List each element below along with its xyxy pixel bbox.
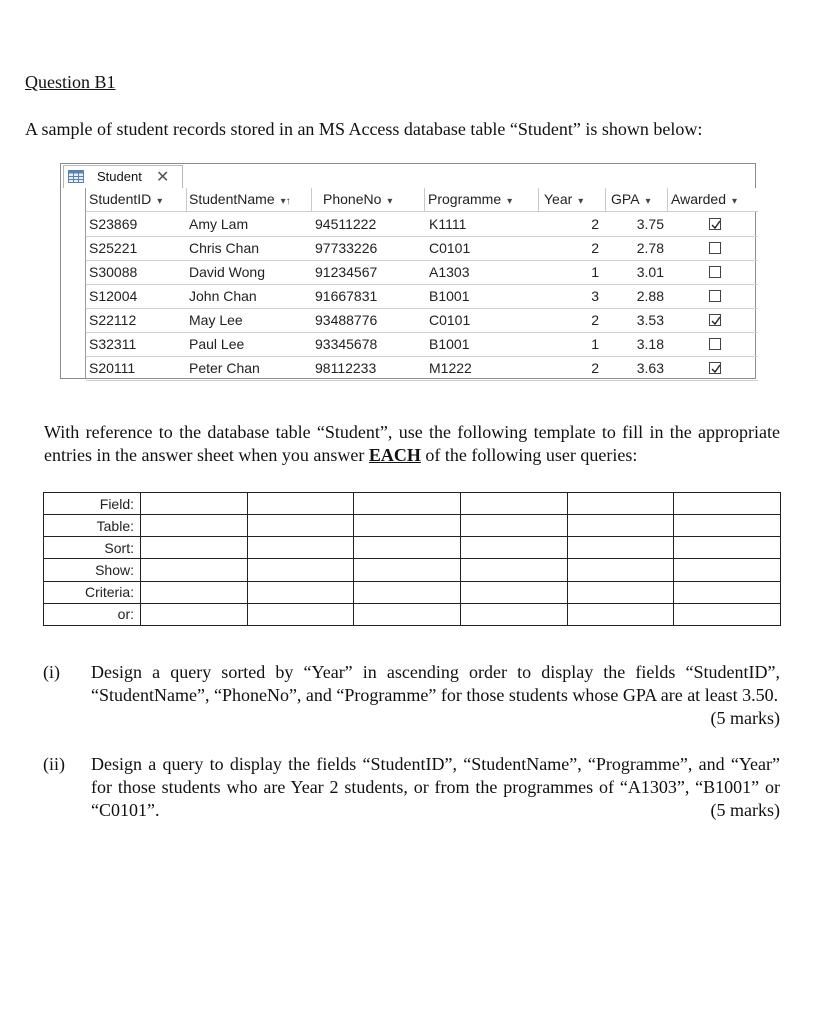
template-cell[interactable] [247,515,354,537]
question-ii [43,753,780,823]
template-row [44,515,781,537]
cell-studentid[interactable]: S12004 [89,288,138,304]
dropdown-arrow-icon[interactable]: ▾ [645,196,651,207]
dropdown-arrow-icon[interactable]: ▾ [157,196,163,207]
column-header-awarded[interactable]: Awarded ▾ [668,188,758,211]
cell-year[interactable]: 2 [591,240,599,256]
template-cell[interactable] [141,515,248,537]
template-cell[interactable] [141,537,248,559]
table-row[interactable] [86,260,758,284]
cell-phoneno[interactable]: 94511222 [315,216,377,232]
cell-phoneno[interactable]: 91234567 [315,264,378,280]
question-text: Design a query sorted by “Year” in ascending order to display the fields “StudentID”, “StudentName”, “PhoneNo”, and “Programme” for those students whose GPA are at least 3.50. [91,662,780,705]
cell-programme[interactable]: A1303 [429,264,470,280]
template-cell[interactable] [354,493,461,515]
cell-programme[interactable]: C0101 [429,312,471,328]
cell-gpa[interactable]: 2.78 [636,240,664,256]
cell-programme[interactable]: B1001 [429,336,470,352]
template-cell[interactable] [354,515,461,537]
cell-studentid[interactable]: S22112 [89,312,137,328]
template-cell[interactable] [460,559,567,581]
question-marks: (5 marks) [710,708,780,728]
cell-gpa[interactable]: 3.01 [636,264,664,280]
checkbox-unchecked[interactable] [709,290,721,302]
column-header-programme[interactable]: Programme ▾ [425,188,539,211]
column-header-studentid[interactable]: StudentID ▾ [86,188,187,211]
checkbox-checked[interactable] [709,362,721,374]
question-number: (i) [43,662,60,682]
tab-bar [61,164,757,188]
cell-gpa[interactable]: 3.53 [636,312,664,328]
cell-studentname[interactable]: May Lee [189,312,243,328]
template-cell[interactable] [567,559,674,581]
column-header-phoneno[interactable]: PhoneNo ▾ [312,188,425,211]
template-row [44,603,781,625]
template-cell[interactable] [354,603,461,625]
cell-year[interactable]: 1 [591,336,599,352]
table-row[interactable] [86,284,758,308]
cell-year[interactable]: 2 [591,312,599,328]
template-cell[interactable] [674,581,781,603]
question-marks: (5 marks) [710,800,780,820]
table-icon [68,170,84,183]
emphasis-each: EACH [368,445,421,465]
dropdown-arrow-icon[interactable]: ▾ [578,196,584,207]
template-label: or: [44,603,141,625]
checkbox-unchecked[interactable] [709,266,721,278]
tab-student[interactable] [63,165,183,188]
question-number: (ii) [43,754,65,774]
template-row [44,537,781,559]
dropdown-arrow-icon[interactable]: ▾ [732,196,738,207]
template-cell[interactable] [674,559,781,581]
template-cell[interactable] [141,493,248,515]
template-cell[interactable] [567,493,674,515]
template-cell[interactable] [674,515,781,537]
template-cell[interactable] [141,581,248,603]
template-cell[interactable] [247,537,354,559]
template-label: Criteria: [44,581,141,603]
template-cell[interactable] [354,537,461,559]
template-cell[interactable] [460,603,567,625]
cell-phoneno[interactable]: 91667831 [315,288,378,304]
table-row[interactable] [86,356,758,380]
template-cell[interactable] [247,603,354,625]
template-label: Field: [44,493,141,515]
template-label: Show: [44,559,141,581]
template-cell[interactable] [354,559,461,581]
template-cell[interactable] [247,493,354,515]
template-cell[interactable] [567,603,674,625]
template-label: Table: [44,515,141,537]
template-cell[interactable] [460,493,567,515]
column-header-year[interactable]: Year ▾ [539,188,606,211]
cell-gpa[interactable]: 2.88 [636,288,664,304]
template-cell[interactable] [567,515,674,537]
template-cell[interactable] [460,581,567,603]
cell-studentid[interactable]: S25221 [89,240,138,256]
template-cell[interactable] [567,581,674,603]
cell-gpa[interactable]: 3.18 [636,336,664,352]
table-row[interactable] [86,212,758,236]
question-i [43,661,780,731]
template-cell[interactable] [460,537,567,559]
template-cell[interactable] [674,603,781,625]
cell-programme[interactable]: M1222 [429,360,472,376]
cell-studentname[interactable]: John Chan [189,288,257,304]
cell-phoneno[interactable]: 97733226 [315,240,378,256]
template-cell[interactable] [674,493,781,515]
template-label: Sort: [44,537,141,559]
cell-phoneno[interactable]: 93488776 [315,312,378,328]
intro-text: A sample of student records stored in an MS Access database table “Student” is shown below: [25,119,703,139]
template-cell[interactable] [567,537,674,559]
template-row [44,559,781,581]
cell-studentid[interactable]: S32311 [89,336,137,352]
template-cell[interactable] [674,537,781,559]
cell-studentid[interactable]: S30088 [89,264,138,280]
sort-arrow-icon[interactable]: ▾↑ [280,196,291,207]
template-cell[interactable] [247,581,354,603]
cell-studentname[interactable]: Amy Lam [189,216,249,232]
column-header-studentname[interactable]: StudentName ▾↑ [187,188,312,211]
cell-year[interactable]: 3 [591,288,599,304]
question-title: Question B1 [25,72,116,92]
template-cell[interactable] [354,581,461,603]
template-row [44,493,781,515]
close-icon[interactable]: ✕ [156,169,170,186]
table-row[interactable] [86,308,758,332]
template-cell[interactable] [247,559,354,581]
checkbox-checked[interactable] [709,314,721,326]
cell-studentname[interactable]: Paul Lee [189,336,245,352]
cell-studentid[interactable]: S23869 [89,216,138,232]
cell-programme[interactable]: B1001 [429,288,470,304]
dropdown-arrow-icon[interactable]: ▾ [507,196,513,207]
cell-programme[interactable]: K1111 [429,216,467,232]
cell-gpa[interactable]: 3.75 [636,216,664,232]
table-row[interactable] [86,236,758,260]
cell-studentname[interactable]: David Wong [189,264,266,280]
cell-programme[interactable]: C0101 [429,240,471,256]
dropdown-arrow-icon[interactable]: ▾ [387,196,393,207]
cell-phoneno[interactable]: 93345678 [315,336,378,352]
cell-year[interactable]: 2 [591,216,599,232]
cell-studentid[interactable]: S20111 [89,360,136,376]
template-cell[interactable] [141,603,248,625]
tab-label: Student [97,169,142,184]
datasheet-grid [85,188,758,378]
cell-year[interactable]: 1 [591,264,599,280]
cell-phoneno[interactable]: 98112233 [315,360,377,376]
question-text: Design a query to display the fields “StudentID”, “StudentName”, “Programme”, and “Year” for those students who are Year 2 students, or from the programmes of “A1303”, “B1001” or “C0101”. [91,754,780,820]
checkbox-checked[interactable] [709,218,721,230]
cell-studentname[interactable]: Peter Chan [189,360,260,376]
checkbox-unchecked[interactable] [709,242,721,254]
column-header-gpa[interactable]: GPA ▾ [606,188,668,211]
template-row [44,581,781,603]
query-template-table [43,492,781,626]
template-cell[interactable] [141,559,248,581]
cell-gpa[interactable]: 3.63 [636,360,664,376]
reference-paragraph: With reference to the database table “Student”, use the following template to fill in the appropriate entries in the answer sheet when you answer EACH of the following user queries: [44,422,780,465]
checkbox-unchecked[interactable] [709,338,721,350]
cell-studentname[interactable]: Chris Chan [189,240,260,256]
cell-year[interactable]: 2 [591,360,599,376]
divider [86,380,758,381]
template-cell[interactable] [460,515,567,537]
access-datasheet [60,163,756,379]
table-row[interactable] [86,332,758,356]
